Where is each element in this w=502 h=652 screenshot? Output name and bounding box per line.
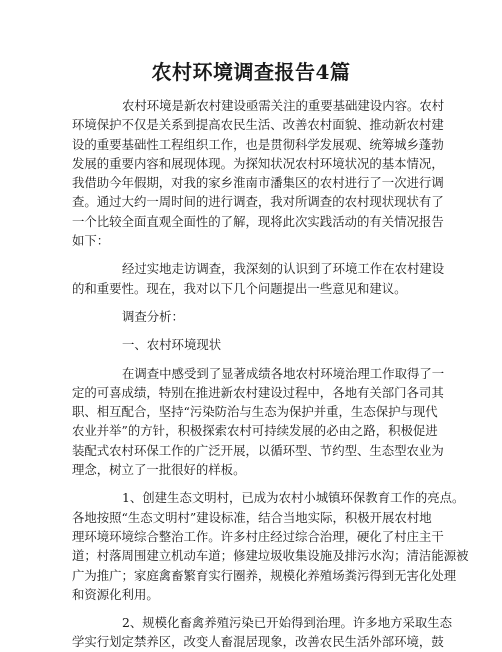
text-line: 职、相互配合，坚持“污染防治与生态为保护并重，生态保护与现代: [72, 404, 438, 420]
text-line: 道；村落周围建立机动车道；修建垃圾收集设施及排污水沟；清洁能源被: [72, 548, 469, 564]
text-line: 各地按照“生态文明村”建设标准，结合当地实际，积极开展农村地: [72, 509, 432, 525]
paragraph: [72, 259, 445, 298]
text-line: 定的可喜成绩，特别在推进新农村建设过程中，各地有关部门各司其: [72, 384, 444, 400]
paragraph: [72, 488, 469, 604]
text-line: 调查分析：: [122, 308, 184, 324]
paragraph: [72, 96, 445, 250]
text-line: 一、农村环境现状: [122, 337, 222, 353]
text-line: 2、规模化畜禽养殖污染已开始得到治理。许多地方采取生态: [122, 615, 453, 631]
text-line: 广为推广；家庭禽畜繁育实行圈养，规模化养殖场粪污得到无害化处理: [72, 567, 457, 583]
text-line: 设的重要基础性工程组织工作，也是贯彻科学发展观、统筹城乡蓬勃: [72, 136, 444, 152]
text-line: 和资源化利用。: [72, 586, 159, 602]
paragraph: [72, 613, 453, 652]
section-label: [97, 307, 403, 326]
text-line: 经过实地走访调查，我深刻的认识到了环境工作在农村建设: [122, 261, 445, 277]
text-line: 我借助今年假期，对我的家乡淮南市潘集区的农村进行了一次进行调: [72, 175, 444, 191]
text-line: 一个比较全面直观全面性的了解，现将此次实践活动的有关情况报告: [72, 213, 444, 229]
document-title: 农村环境调查报告4篇: [151, 60, 351, 84]
text-line: 的和重要性。现在，我对以下几个问题提出一些意见和建议。: [72, 280, 407, 296]
document-body: [72, 96, 469, 652]
text-line: 装配式农村环保工作的广泛开展，以循环型、节约型、生态型农业为: [72, 442, 444, 458]
text-line: 查。通过大约一周时间的进行调查，我对所调查的农村现状现状有了: [72, 194, 444, 210]
text-line: 学实行划定禁养区，改变人畜混居现象，改善农民生活外部环境，鼓: [72, 634, 444, 650]
paragraph: [72, 364, 445, 480]
text-line: 1、创建生态文明村，已成为农村小城镇环保教育工作的亮点。: [122, 490, 465, 506]
text-line: 在调查中感受到了显著成绩各地农村环境治理工作取得了一: [122, 365, 445, 381]
text-line: 理环境环境综合整治工作。许多村庄经过综合治理，硬化了村庄主干: [72, 528, 444, 544]
text-line: 发展的重要内容和展现体现。为探知状况农村环境状况的基本情况，: [72, 155, 444, 171]
text-line: 农业并举”的方针，积极探索农村可持续发展的必由之路，积极促进: [72, 423, 438, 439]
text-line: 农村环境是新农村建设亟需关注的重要基础建设内容。农村: [122, 98, 445, 113]
text-line: 如下：: [72, 233, 110, 249]
text-line: 环境保护不仅是关系到提高农民生活、改善农村面貌、推动新农村建: [72, 117, 444, 133]
text-line: 理念，树立了一批很好的样板。: [72, 462, 246, 478]
section-heading: [97, 335, 403, 354]
